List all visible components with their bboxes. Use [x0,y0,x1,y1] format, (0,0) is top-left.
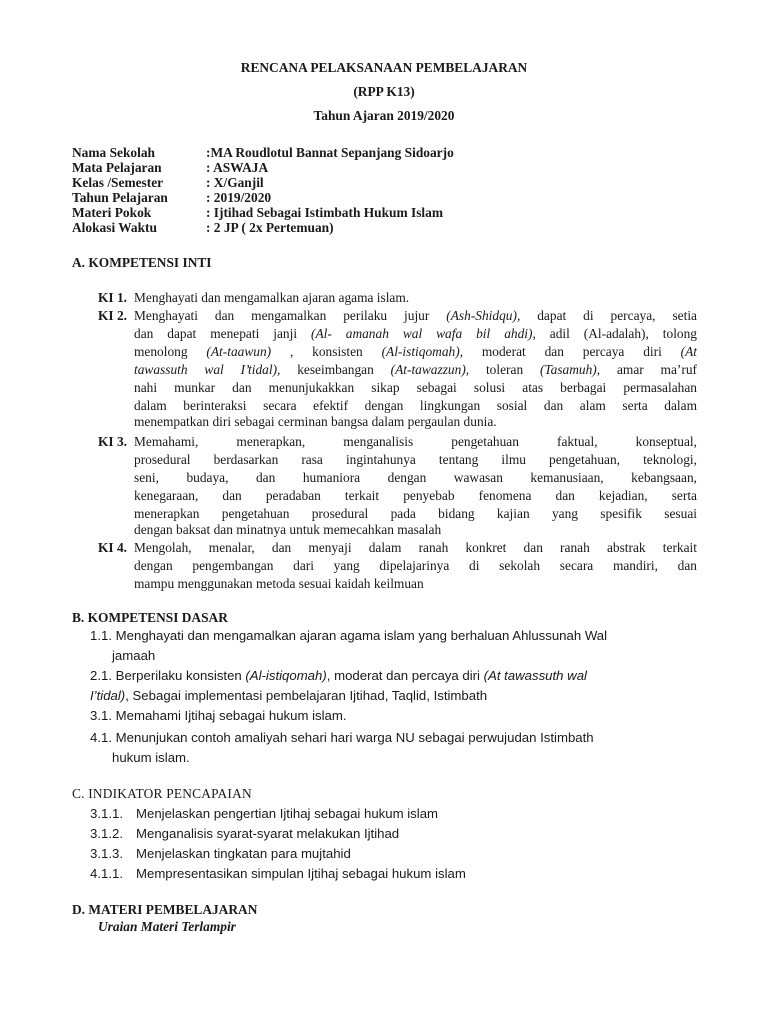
section-c-heading: C. INDIKATOR PENCAPAIAN [72,786,252,801]
identity-value: : X/Ganjil [206,175,264,190]
indicator-number: 3.1.2. [90,826,123,841]
identity-row-topic [72,205,443,221]
indicator-text: Menjelaskan pengertian Ijtihaj sebagai hukum islam [136,806,439,821]
identity-row-subject [72,160,268,176]
indicator-item [90,866,466,881]
ki2-line: Menghayati dan mengamalkan perilaku jujur (Ash-Shidqu), dapat di percaya, setia [134,308,697,323]
kd3-line: 3.1. Memahami Ijtihaj sebagai hukum islam. [90,708,347,723]
indicator-item [90,806,438,821]
kd2-line: I’tidal), Sebagai implementasi pembelajaran Ijtihad, Taqlid, Istimbath [90,688,488,703]
identity-label: Tahun Pelajaran [72,190,168,205]
indicator-number: 4.1.1. [90,866,123,881]
ki1-label: KI 1. [98,290,128,305]
indicator-item [90,846,351,861]
identity-value: :MA Roudlotul Bannat Sepanjang Sidoarjo [206,145,454,160]
identity-label: Nama Sekolah [72,145,155,160]
ki2-line: dalam berinteraksi secara efektif dengan lingkungan sosial dan alam serta dalam [134,398,697,413]
ki3-line: Memahami, menerapkan, menganalisis pengetahuan faktual, konseptual, [134,434,697,449]
identity-label: Alokasi Waktu [72,220,157,235]
ki4-label: KI 4. [98,540,128,555]
ki3-line: menerapkan pengetahuan prosedural pada bidang kajian yang spesifik sesuai [134,506,697,521]
identity-value: : 2 JP ( 2x Pertemuan) [206,220,334,235]
identity-value: : Ijtihad Sebagai Istimbath Hukum Islam [206,205,443,220]
indicator-text: Menjelaskan tingkatan para mujtahid [136,846,351,861]
identity-value: : 2019/2020 [206,190,272,205]
ki1-text: Menghayati dan mengamalkan ajaran agama islam. [134,290,410,305]
ki2-line: dan dapat menepati janji (Al- amanah wal wafa bil ahdi), adil (Al-adalah), tolong [134,326,698,341]
ki3-line: kenegaraan, dan peradaban terkait penyebab fenomena dan kejadian, serta [134,488,697,503]
ki4-line: mampu menggunakan metoda sesuai kaidah keilmuan [134,576,424,591]
identity-value: : ASWAJA [206,160,269,175]
ki4-line: Mengolah, menalar, dan menyaji dalam ranah konkret dan ranah abstrak terkait [134,540,697,555]
kd1-line: jamaah [112,648,156,663]
indicator-text: Menganalisis syarat-syarat melakukan Ijtihad [136,826,400,841]
indicator-number: 3.1.3. [90,846,123,861]
ki3-line: seni, budaya, dan humaniora dengan wawasan kemanusiaan, kebangsaan, [134,470,697,485]
section-b-heading: B. KOMPETENSI DASAR [72,610,228,625]
ki2-line: nahi munkar dan menunjukakkan sikap sebagai solusi atas berbagai permasalahan [134,380,697,395]
section-a-heading: A. KOMPETENSI INTI [72,255,212,270]
kd1-line: 1.1. Menghayati dan mengamalkan ajaran agama islam yang berhaluan Ahlussunah Wal [90,628,608,643]
ki2-line: menempatkan diri sebagai cerminan bangsa dalam pergaulan dunia. [134,414,497,429]
ki3-line: dengan baksat dan minatnya untuk memecahkan masalah [134,522,442,537]
ki2-line: menolong (At-taawun) , konsisten (Al-istiqomah), moderat dan percaya diri (At [134,344,698,359]
indicator-item [90,826,399,841]
ki2-line: tawassuth wal I’tidal), keseimbangan (At-tawazzun), toleran (Tasamuh), amar ma’ruf [134,362,697,377]
materials-note: Uraian Materi Terlampir [98,919,236,934]
identity-label: Materi Pokok [72,205,152,220]
indicator-text: Mempresentasikan simpulan Ijtihaj sebagai hukum islam [136,866,466,881]
identity-row-year [72,190,271,206]
identity-label: Mata Pelajaran [72,160,162,175]
academic-year: Tahun Ajaran 2019/2020 [313,108,455,123]
ki3-line: prosedural berdasarkan rasa ingintahunya tentang ilmu pengetahuan, teknologi, [134,452,697,467]
identity-label: Kelas /Semester [72,175,164,190]
ki3-label: KI 3. [98,434,128,449]
identity-row-time [72,220,334,236]
kd4-line: 4.1. Menunjukan contoh amaliyah sehari hari warga NU sebagai perwujudan Istimbath [90,730,594,745]
ki2-label: KI 2. [98,308,128,323]
kd2-line: 2.1. Berperilaku konsisten (Al-istiqomah), moderat dan percaya diri (At tawassuth wal [90,668,587,683]
indicator-number: 3.1.1. [90,806,123,821]
identity-row-school [72,145,454,161]
kd4-line: hukum islam. [112,750,190,765]
identity-row-class [72,175,264,191]
document-subtitle: (RPP K13) [353,84,415,99]
document-title: RENCANA PELAKSANAAN PEMBELAJARAN [240,60,528,75]
section-d-heading: D. MATERI PEMBELAJARAN [72,902,258,917]
ki4-line: dengan pengembangan dari yang dipelajarinya di sekolah secara mandiri, dan [134,558,697,573]
